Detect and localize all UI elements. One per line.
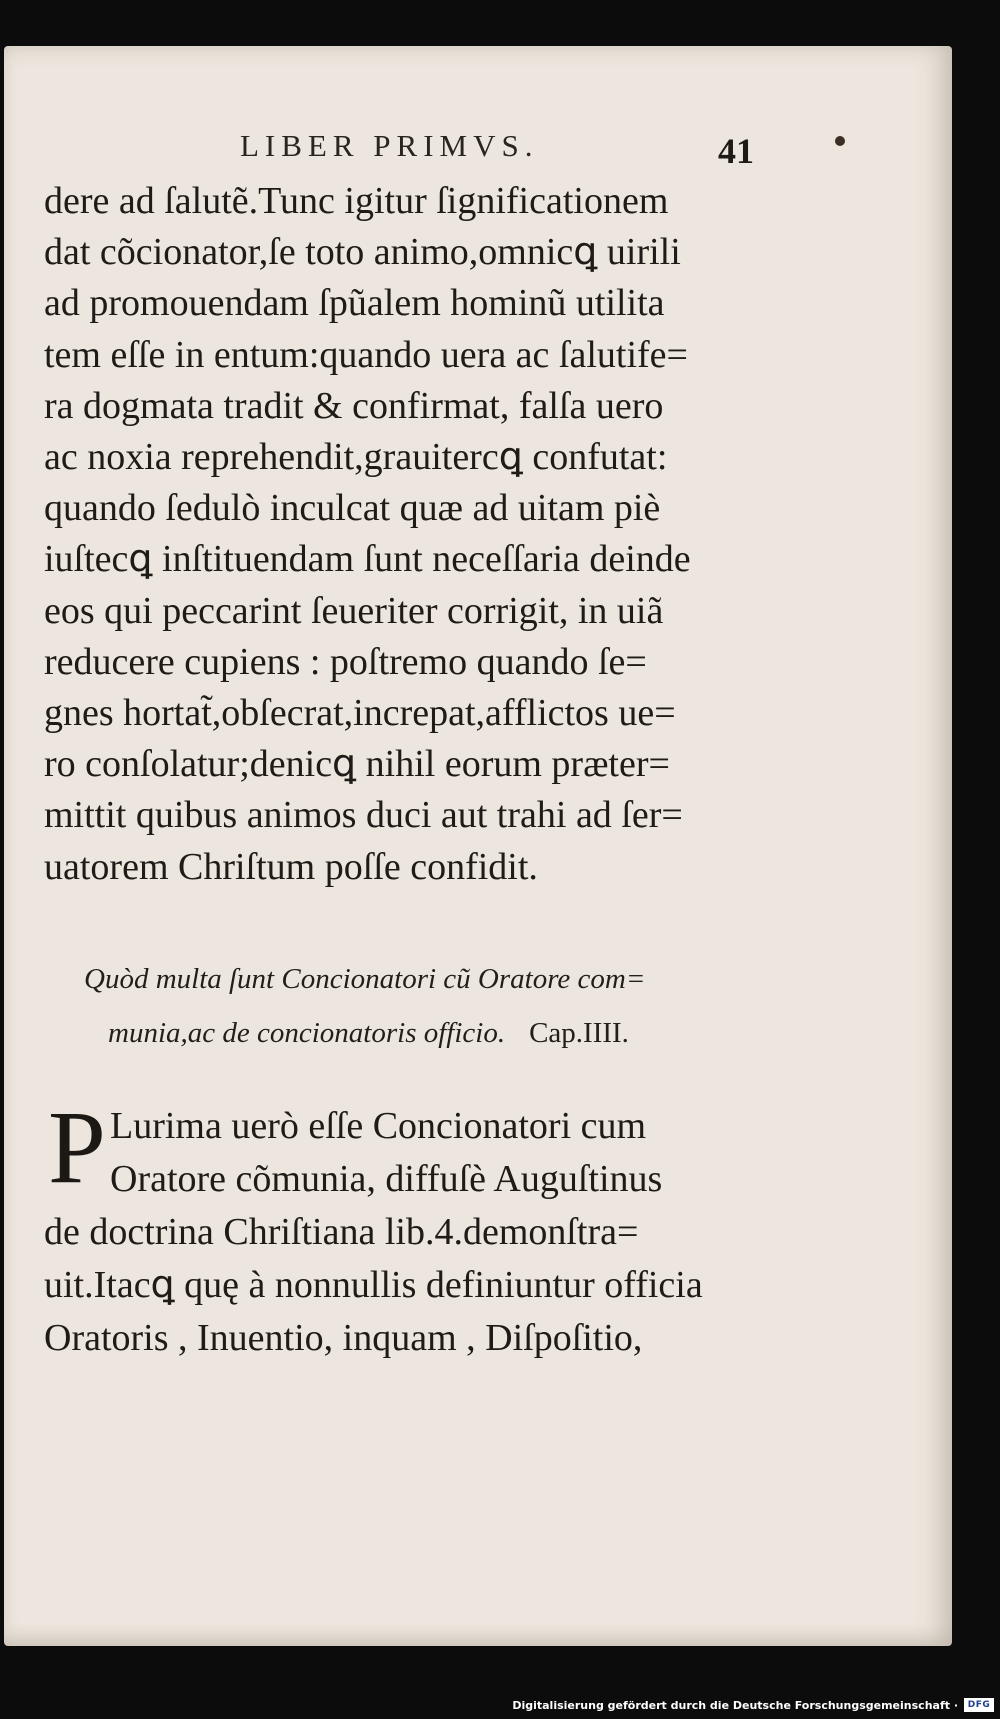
text-line: reducere cupiens : poſtremo quando ſe=: [44, 640, 647, 683]
text-line: Oratoris , Inuentio, inquam , Diſpoſitio,: [44, 1317, 643, 1359]
text-line: ro conſolatur;denicꝗ nihil eorum præter=: [44, 743, 670, 786]
chapter-heading-text: munia,ac de concionatoris officio.: [108, 1017, 506, 1049]
ink-spot: [835, 136, 845, 146]
text-line: ac noxia reprehendit,grauitercꝗ confutat:: [44, 436, 668, 479]
body-text: [44, 176, 794, 893]
text-line: iuſtecꝗ inſtituendam ſunt neceſſaria deinde: [44, 538, 691, 581]
text-line: Lurima uerò eſſe Concionatori cum: [110, 1105, 647, 1147]
chapter-number: Cap.IIII.: [529, 1017, 629, 1049]
section-text: [44, 1090, 804, 1365]
footer-text: Digitalisierung gefördert durch die Deutsche Forschungsgemeinschaft ·: [512, 1698, 958, 1712]
text-line: Oratore cõmunia, diffuſè Auguſtinus: [110, 1158, 663, 1200]
text-line: uit.Itacꝗ quę à nonnullis definiuntur officia: [44, 1264, 703, 1306]
drop-cap-initial: P: [48, 1090, 106, 1205]
text-line: ad promouendam ſpũalem hominũ utilita: [44, 282, 665, 325]
text-line: dat cõcionator,ſe toto animo,omnicꝗ uirili: [44, 231, 681, 274]
chapter-heading-line-1: Quòd multa ſunt Concionatori cũ Oratore com=: [84, 963, 646, 995]
page-header: [0, 128, 1000, 178]
chapter-heading: [84, 952, 804, 1060]
text-line: de doctrina Chriſtiana lib.4.demonſtra=: [44, 1211, 639, 1253]
running-head: LIBER PRIMVS.: [240, 128, 539, 163]
text-line: mittit quibus animos duci aut trahi ad ſer=: [44, 794, 683, 837]
page-number: 41: [718, 131, 754, 171]
text-line: dere ad ſalutẽ.Tunc igitur ſignificationem: [44, 180, 669, 222]
text-line: tem eſſe in entum:quando uera ac ſalutife=: [44, 333, 688, 376]
text-line: gnes hortat̃,obſecrat,increpat,afflictos ue=: [44, 692, 676, 735]
chapter-heading-line-2: [84, 1006, 804, 1060]
text-line: eos qui peccarint ſeueriter corrigit, in uiã: [44, 589, 664, 632]
footer-credit: [512, 1697, 994, 1713]
dfg-logo: DFG: [964, 1698, 994, 1712]
text-line: uatorem Chriſtum poſſe confidit.: [44, 845, 538, 888]
text-line: ra dogmata tradit & confirmat, falſa uero: [44, 384, 664, 427]
text-line: quando ſedulò inculcat quæ ad uitam piè: [44, 487, 661, 530]
